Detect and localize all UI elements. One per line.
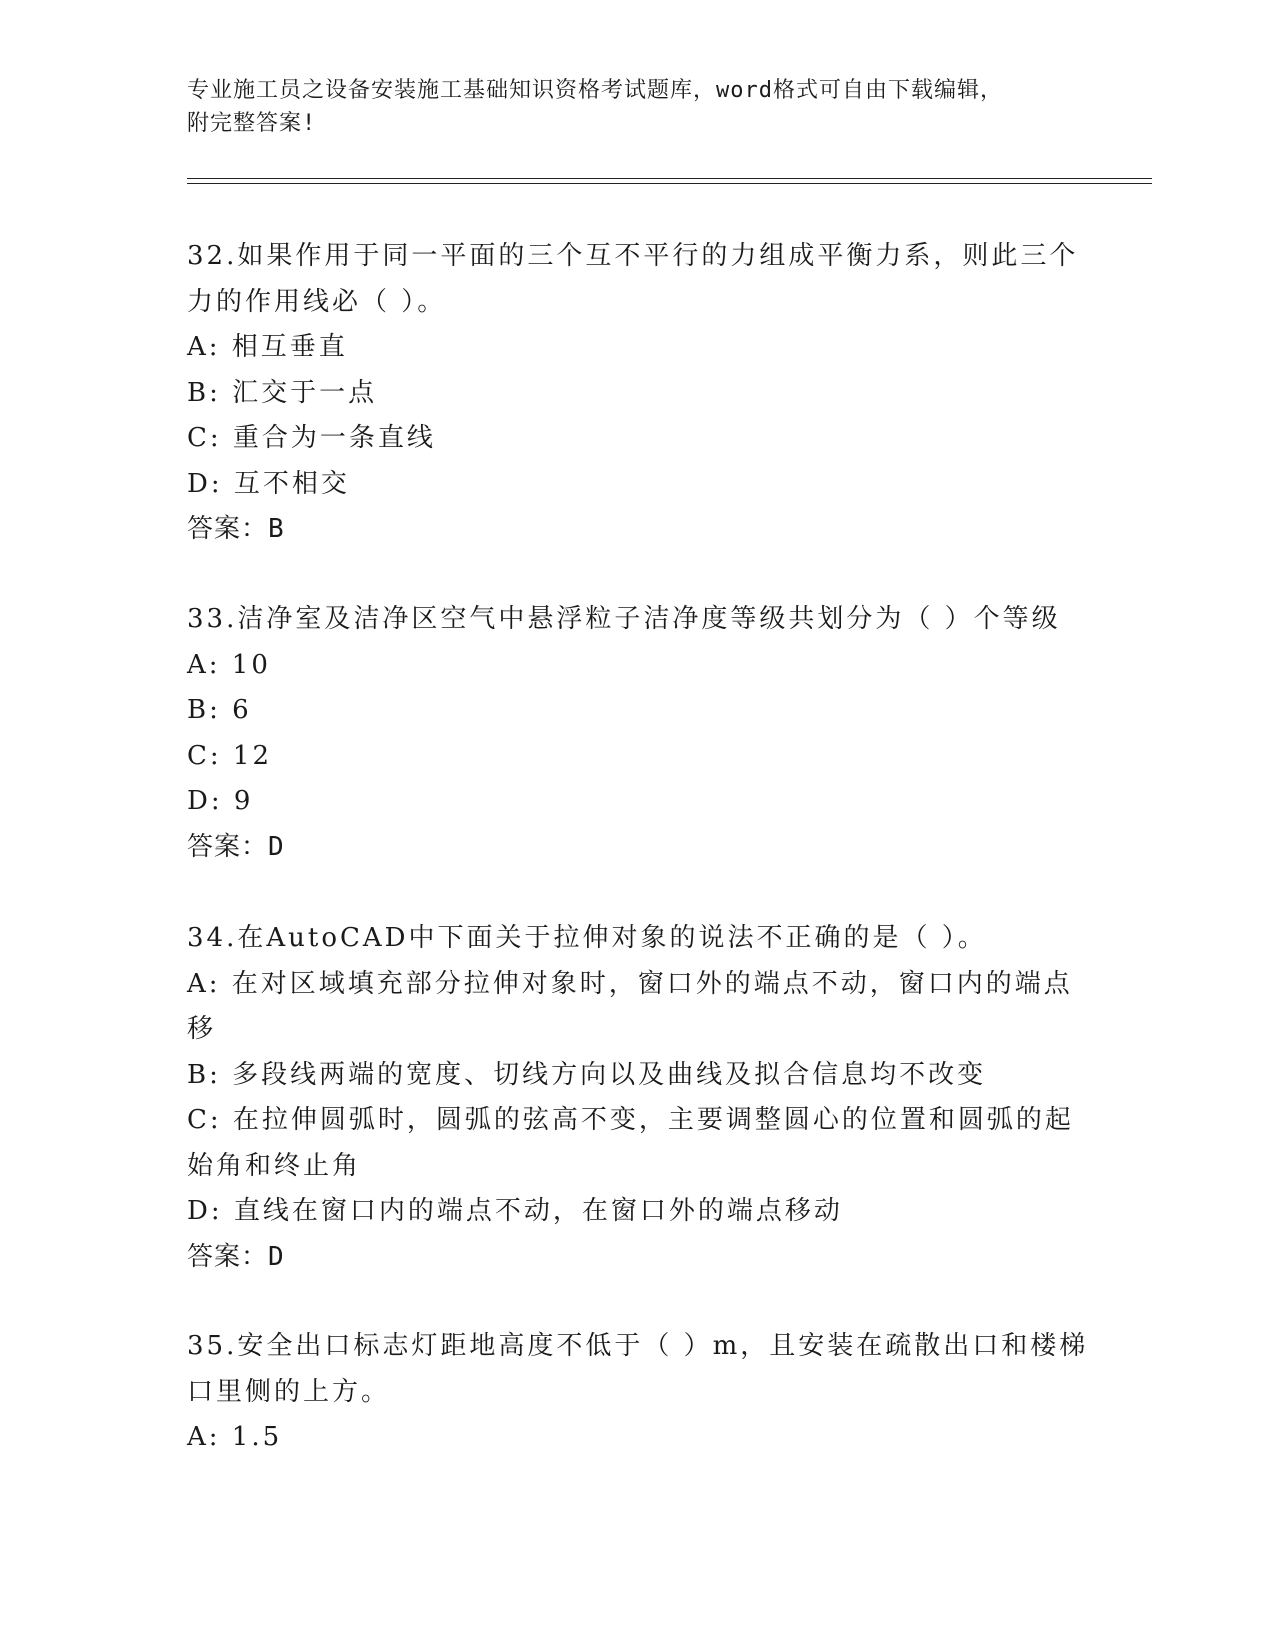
option-b: B: 多段线两端的宽度、切线方向以及曲线及拟合信息均不改变 (187, 1059, 987, 1090)
question-stem (187, 597, 1067, 643)
option-line: 移 (187, 1014, 217, 1044)
document-header (187, 74, 1067, 140)
header-rule-bottom (187, 183, 1152, 184)
header-line-1: 专业施工员之设备安装施工基础知识资格考试题库，word格式可自由下载编辑， (187, 78, 1003, 103)
header-rule-top (187, 178, 1152, 179)
stem-line: 33.洁净室及洁净区空气中悬浮粒子洁净度等级共划分为（ ）个等级 (187, 604, 1061, 634)
option-a: A: 相互垂直 (187, 332, 348, 362)
option-d: D: 9 (187, 786, 254, 816)
option-d: D: 互不相交 (187, 468, 350, 499)
stem-line: 34.在AutoCAD中下面关于拉伸对象的说法不正确的是（ ）。 (187, 923, 987, 953)
option-c: C: 重合为一条直线 (187, 423, 436, 453)
option-c: C: 12 (187, 740, 273, 771)
question-stem (187, 234, 1079, 325)
option-line: 始角和终止角 (187, 1150, 362, 1181)
question-32 (187, 234, 1079, 553)
answer: 答案：D (187, 831, 285, 862)
option-b: B: 6 (187, 695, 252, 725)
answer: 答案：B (187, 514, 285, 544)
stem-line: 35.安全出口标志灯距地高度不低于（ ）m，且安装在疏散出口和楼梯 (187, 1331, 1089, 1361)
option-a: A: 10 (187, 649, 271, 680)
option-line: C: 在拉伸圆弧时，圆弧的弦高不变，主要调整圆心的位置和圆弧的起 (187, 1105, 1074, 1135)
header-line-2: 附完整答案! (187, 111, 317, 136)
question-stem (187, 916, 1067, 962)
answer: 答案：D (187, 1241, 285, 1272)
question-34 (187, 916, 1074, 1280)
question-33 (187, 597, 1067, 870)
stem-line: 32.如果作用于同一平面的三个互不平行的力组成平衡力系，则此三个 (187, 241, 1079, 271)
option-a: A: 1.5 (187, 1422, 283, 1452)
stem-line: 口里侧的上方。 (187, 1376, 391, 1407)
option-c (187, 1098, 1074, 1189)
stem-line: 力的作用线必（ ）。 (187, 286, 447, 317)
option-line: A: 在对区域填充部分拉伸对象时，窗口外的端点不动，窗口内的端点 (187, 968, 1073, 999)
option-a (187, 962, 1073, 1053)
question-stem (187, 1324, 1089, 1415)
question-35 (187, 1324, 1089, 1461)
option-b: B: 汇交于一点 (187, 377, 378, 408)
option-d: D: 直线在窗口内的端点不动，在窗口外的端点移动 (187, 1196, 843, 1226)
